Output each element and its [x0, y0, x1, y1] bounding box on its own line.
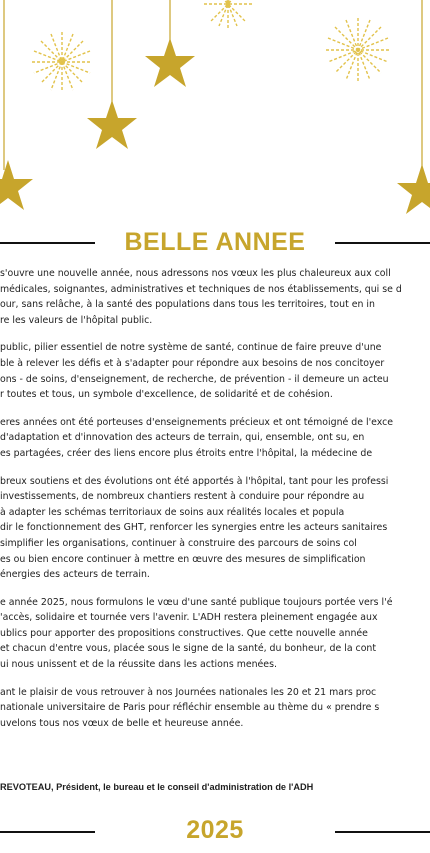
paragraph — [0, 340, 430, 402]
text-line: ublics pour apporter des propositions constructives. Que cette nouvelle année — [0, 627, 368, 639]
text-line: 'accès, solidaire et tournée vers l'avenir. L'ADH restera pleinement engagée aux — [0, 612, 378, 624]
text-line: d'adaptation et d'innovation des acteurs de terrain, qui, ensemble, ont su, en — [0, 432, 365, 444]
text-line: ui nous unissent et de la réussite dans les actions menées. — [0, 659, 277, 671]
paragraph — [0, 595, 430, 673]
text-line: eres années ont été porteuses d'enseignements précieux et ont témoigné de l'exce — [0, 416, 394, 428]
paragraph — [0, 415, 430, 462]
footer-year: 2025 — [186, 816, 244, 844]
decorative-header — [0, 0, 430, 230]
text-line: ons - de soins, d'enseignement, de recherche, de prévention - il demeure un acteu — [0, 373, 389, 385]
text-line: s'ouvre une nouvelle année, nous adressons nos vœux les plus chaleureux aux coll — [0, 268, 391, 279]
paragraph — [0, 266, 430, 328]
text-line: à adapter les schémas territoriaux de soins aux réalités locales et popula — [0, 506, 345, 518]
text-line: et chacun d'entre vous, placée sous le signe de la santé, du bonheur, de la cont — [0, 643, 377, 655]
text-line: énergies des acteurs de terrain. — [0, 569, 150, 581]
text-line: dir le fonctionnement des GHT, renforcer les synergies entre les acteurs sanitaires — [0, 522, 388, 534]
star-icon — [0, 160, 33, 210]
text-line: r toutes et tous, un symbole d'excellence, de solidarité et de cohésion. — [0, 389, 333, 401]
letter-body — [0, 266, 430, 743]
text-line: es partagées, créer des liens encore plus étroits entre l'hôpital, la médecine de — [0, 447, 373, 459]
text-line: re les valeurs de l'hôpital public. — [0, 314, 153, 326]
star-icon — [397, 164, 430, 214]
text-line: breux soutiens et des évolutions ont été apportés à l'hôpital, tant pour les professi — [0, 475, 389, 487]
text-line: e année 2025, nous formulons le vœu d'une santé publique toujours portée vers l'é — [0, 596, 393, 608]
paragraph — [0, 685, 430, 732]
text-line: our, sans relâche, à la santé des populations dans tous les territoires, tout en in — [0, 299, 375, 311]
text-line: investissements, de nombreux chantiers restent à conduire pour répondre au — [0, 491, 365, 503]
star-icon — [145, 38, 195, 87]
text-line: nationale universitaire de Paris pour réfléchir ensemble au thème du « prendre s — [0, 702, 380, 714]
signature: REVOTEAU, Président, le bureau et le conseil d'administration de l'ADH — [0, 782, 314, 792]
text-line: es ou bien encore continuer à mettre en œuvre des mesures de simplification — [0, 553, 366, 565]
paragraph — [0, 474, 430, 583]
text-line: médicales, soignantes, administratives et techniques de nos établissements, qui se d — [0, 283, 402, 295]
text-line: ble à relever les défis et à s'adapter pour répondre aux besoins de nos concitoyer — [0, 357, 385, 369]
star-icon — [87, 100, 137, 149]
text-line: public, pilier essentiel de notre système de santé, continue de faire preuve d'une — [0, 342, 382, 354]
text-line: ant le plaisir de vous retrouver à nos Journées nationales les 20 et 21 mars proc — [0, 686, 377, 698]
text-line: uvelons tous nos vœux de belle et heureuse année. — [0, 717, 244, 729]
text-line: simplifier les organisations, continuer à construire des parcours de soins col — [0, 537, 357, 549]
page-title: BELLE ANNEE — [124, 228, 306, 256]
